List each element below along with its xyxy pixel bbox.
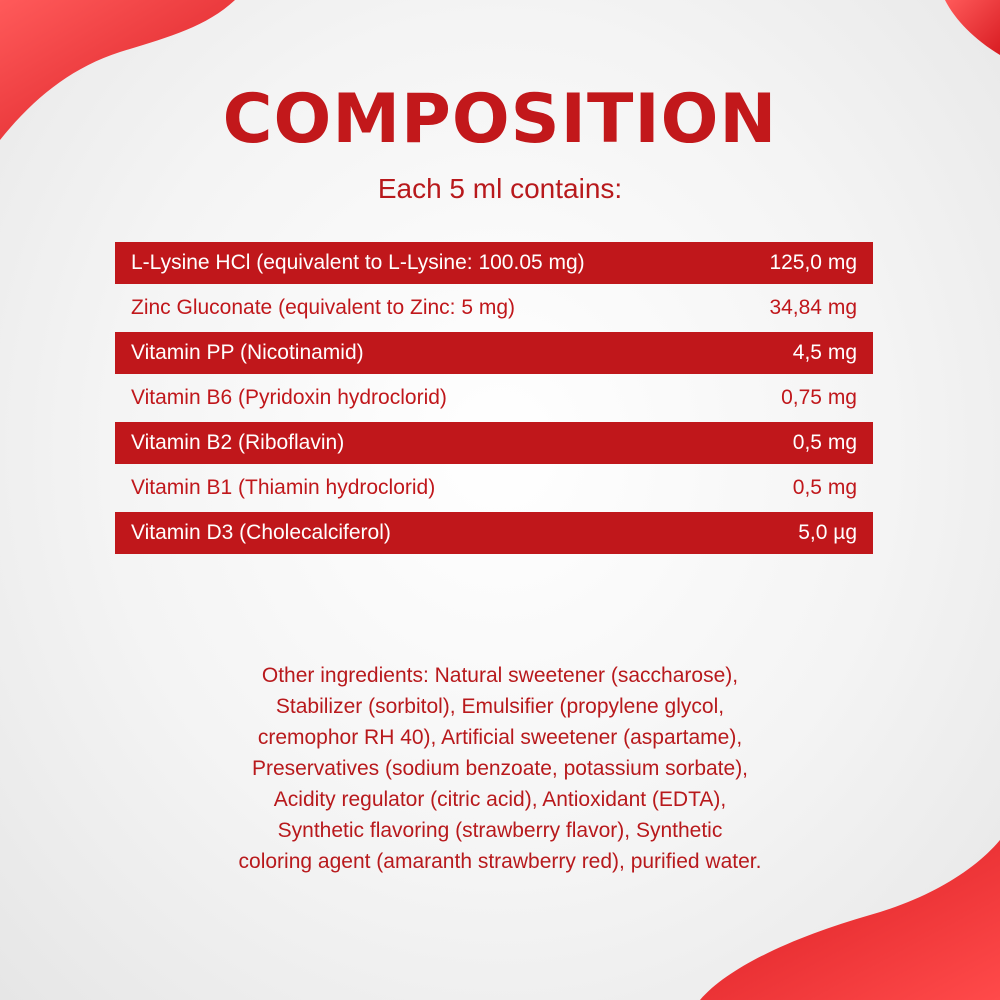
ingredient-amount: 5,0 µg [798, 521, 857, 544]
other-ingredients-line: cremophor RH 40), Artificial sweetener (aspartame), [257, 726, 743, 749]
ingredient-row [115, 467, 873, 509]
other-ingredients-line: Synthetic flavoring (strawberry flavor), Synthetic [277, 819, 723, 842]
page-subtitle: Each 5 ml contains: [377, 173, 623, 204]
ingredient-name: Vitamin B6 (Pyridoxin hydroclorid) [131, 386, 447, 409]
other-ingredients-text [150, 660, 850, 877]
ingredient-name: L-Lysine HCl (equivalent to L-Lysine: 100.05 mg) [131, 251, 585, 274]
ingredient-name: Vitamin B2 (Riboflavin) [131, 431, 345, 454]
ingredient-amount: 125,0 mg [769, 251, 857, 274]
other-ingredients-line: Acidity regulator (citric acid), Antioxidant (EDTA), [273, 788, 727, 811]
ingredient-row [115, 242, 873, 284]
other-ingredients-line: Preservatives (sodium benzoate, potassium sorbate), [251, 757, 749, 780]
other-ingredients-line: coloring agent (amaranth strawberry red), purified water. [238, 850, 762, 873]
page-title: COMPOSITION [222, 80, 778, 159]
ingredient-row [115, 287, 873, 329]
ingredient-name: Vitamin D3 (Cholecalciferol) [131, 521, 391, 544]
ingredient-row [115, 512, 873, 554]
ingredient-name: Vitamin B1 (Thiamin hydroclorid) [131, 476, 436, 499]
ingredient-name: Vitamin PP (Nicotinamid) [131, 341, 364, 364]
ingredient-amount: 0,5 mg [792, 476, 857, 499]
ingredient-amount: 4,5 mg [792, 341, 857, 364]
top-right-splash [945, 0, 1000, 55]
ingredient-amount: 0,75 mg [781, 386, 857, 409]
ingredient-name: Zinc Gluconate (equivalent to Zinc: 5 mg) [131, 296, 516, 319]
composition-table [115, 242, 873, 557]
ingredient-row [115, 377, 873, 419]
ingredient-row [115, 332, 873, 374]
other-ingredients-line: Other ingredients: Natural sweetener (saccharose), [261, 664, 739, 687]
other-ingredients-line: Stabilizer (sorbitol), Emulsifier (propylene glycol, [275, 695, 725, 718]
ingredient-amount: 34,84 mg [769, 296, 857, 319]
ingredient-row [115, 422, 873, 464]
ingredient-amount: 0,5 mg [792, 431, 857, 454]
